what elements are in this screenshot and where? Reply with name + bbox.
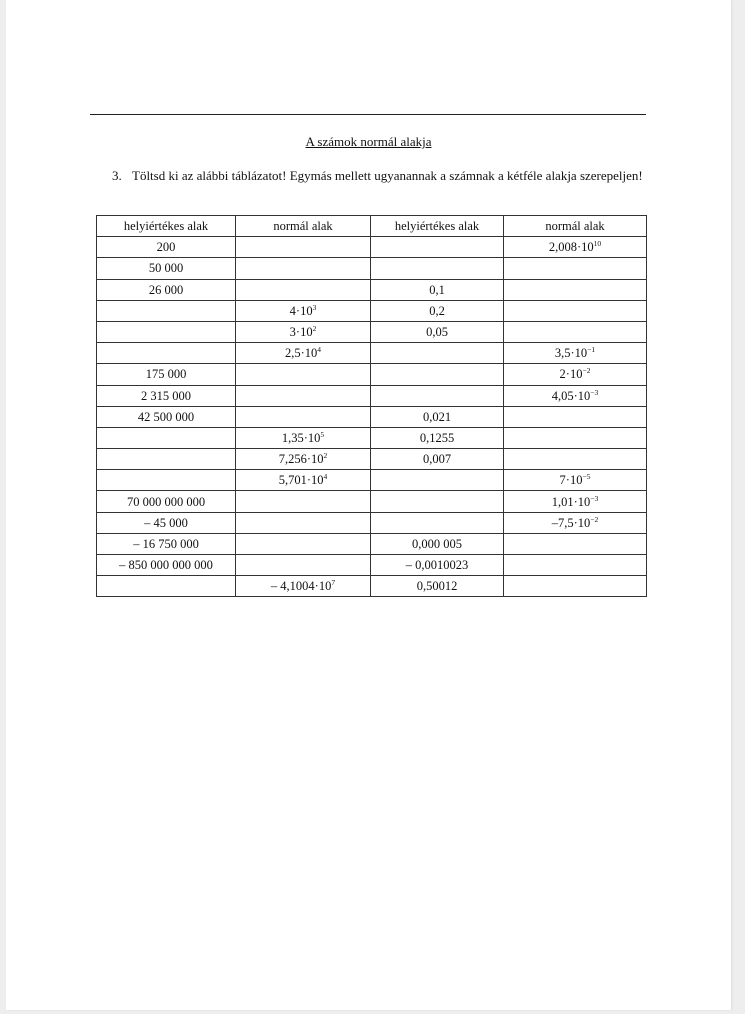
normal-form-cell <box>504 576 647 597</box>
normal-form-cell <box>236 470 371 491</box>
normal-form-cell <box>504 491 647 512</box>
cell-value: 42 500 000 <box>137 409 195 424</box>
normal-form-cell <box>236 449 371 470</box>
place-value-cell <box>371 385 504 406</box>
table-row <box>97 364 647 385</box>
normal-form-cell <box>504 364 647 385</box>
table-row <box>97 555 647 576</box>
cell-value: 2 315 000 <box>141 388 191 403</box>
number-forms-table <box>96 215 647 597</box>
normal-form-cell <box>236 385 371 406</box>
normal-form-cell <box>504 385 647 406</box>
cell-value: $7,256\cdot 10^2$ <box>278 451 328 467</box>
header-place-value-2: helyiértékes alak <box>371 216 504 237</box>
place-value-cell <box>371 512 504 533</box>
place-value-cell <box>371 449 504 470</box>
place-value-cell <box>371 406 504 427</box>
normal-form-cell <box>504 533 647 554</box>
cell-value: $3,5\cdot 10^{-1}$ <box>554 345 596 361</box>
normal-form-cell <box>236 321 371 342</box>
table-row <box>97 385 647 406</box>
normal-form-cell <box>504 300 647 321</box>
header-normal-form-2: normál alak <box>504 216 647 237</box>
table-row <box>97 491 647 512</box>
cell-value: 0,000 005 <box>412 536 462 551</box>
cell-value: $2,008\cdot 10^{10}$ <box>548 239 602 255</box>
header-rule <box>90 114 646 115</box>
table-row <box>97 300 647 321</box>
normal-form-cell <box>236 258 371 279</box>
cell-value: $4\cdot 10^3$ <box>289 302 317 318</box>
normal-form-cell <box>504 321 647 342</box>
place-value-cell <box>97 576 236 597</box>
cell-value: $-7,5\cdot 10^{-2}$ <box>551 514 599 530</box>
normal-form-cell <box>236 427 371 448</box>
cell-value: 26 000 <box>148 282 184 297</box>
cell-value: – 45 000 <box>144 515 188 530</box>
normal-form-cell <box>236 406 371 427</box>
table-row <box>97 449 647 470</box>
table-row <box>97 427 647 448</box>
normal-form-cell <box>236 300 371 321</box>
table-row <box>97 576 647 597</box>
normal-form-cell <box>236 576 371 597</box>
place-value-cell <box>97 512 236 533</box>
place-value-cell <box>371 364 504 385</box>
cell-value: – $4,1004\cdot 10^7$ <box>270 578 336 594</box>
place-value-cell <box>371 555 504 576</box>
table-row <box>97 343 647 364</box>
normal-form-cell <box>504 279 647 300</box>
table-row <box>97 512 647 533</box>
cell-value: 0,2 <box>429 303 445 318</box>
cell-value: 0,1255 <box>419 430 455 445</box>
place-value-cell <box>371 427 504 448</box>
normal-form-cell <box>236 279 371 300</box>
header-place-value-1: helyiértékes alak <box>97 216 236 237</box>
normal-form-cell <box>504 555 647 576</box>
cell-value: $4,05\cdot 10^{-3}$ <box>551 387 599 403</box>
table-header-row <box>97 216 647 237</box>
place-value-cell <box>97 279 236 300</box>
table-row <box>97 237 647 258</box>
normal-form-cell <box>504 427 647 448</box>
cell-value: – 0,0010023 <box>405 558 469 573</box>
place-value-cell <box>97 491 236 512</box>
place-value-cell <box>97 385 236 406</box>
task-number: 3. <box>112 168 122 183</box>
table-row <box>97 321 647 342</box>
normal-form-cell <box>236 533 371 554</box>
place-value-cell <box>97 321 236 342</box>
place-value-cell <box>371 237 504 258</box>
table-row <box>97 470 647 491</box>
place-value-cell <box>97 364 236 385</box>
cell-value: 0,007 <box>422 452 452 467</box>
cell-value: $5,701\cdot 10^4$ <box>278 472 328 488</box>
cell-value: 50 000 <box>148 261 184 276</box>
cell-value: 0,50012 <box>416 579 458 594</box>
place-value-cell <box>371 533 504 554</box>
normal-form-cell <box>504 406 647 427</box>
normal-form-cell <box>504 237 647 258</box>
place-value-cell <box>97 343 236 364</box>
place-value-cell <box>97 533 236 554</box>
normal-form-cell <box>236 512 371 533</box>
place-value-cell <box>371 279 504 300</box>
cell-value: $2,5\cdot 10^4$ <box>284 345 322 361</box>
place-value-cell <box>97 258 236 279</box>
place-value-cell <box>97 449 236 470</box>
cell-value: – 16 750 000 <box>133 536 199 551</box>
normal-form-cell <box>236 364 371 385</box>
place-value-cell <box>371 321 504 342</box>
normal-form-cell <box>236 237 371 258</box>
cell-value: 0,021 <box>422 409 452 424</box>
normal-form-cell <box>236 491 371 512</box>
cell-value: 70 000 000 000 <box>126 494 206 509</box>
normal-form-cell <box>504 258 647 279</box>
place-value-cell <box>97 427 236 448</box>
normal-form-cell <box>236 343 371 364</box>
place-value-cell <box>97 300 236 321</box>
cell-value: 175 000 <box>145 367 187 382</box>
place-value-cell <box>371 258 504 279</box>
cell-value: $1,35\cdot 10^5$ <box>281 429 325 445</box>
normal-form-cell <box>504 512 647 533</box>
page-title: A számok normál alakja <box>305 134 432 149</box>
cell-value: 0,1 <box>429 282 445 297</box>
place-value-cell <box>97 237 236 258</box>
normal-form-cell <box>504 470 647 491</box>
task-text: Töltsd ki az alábbi táblázatot! Egymás mellett ugyanannak a számnak a kétféle alakja szerepeljen! <box>132 168 643 183</box>
place-value-cell <box>371 576 504 597</box>
normal-form-cell <box>504 343 647 364</box>
cell-value: 200 <box>156 240 176 255</box>
normal-form-cell <box>236 555 371 576</box>
place-value-cell <box>97 406 236 427</box>
place-value-cell <box>371 343 504 364</box>
table-row <box>97 258 647 279</box>
place-value-cell <box>371 470 504 491</box>
table-row <box>97 533 647 554</box>
header-normal-form-1: normál alak <box>236 216 371 237</box>
place-value-cell <box>97 555 236 576</box>
cell-value: $7\cdot 10^{-5}$ <box>559 472 591 488</box>
place-value-cell <box>97 470 236 491</box>
cell-value: – 850 000 000 000 <box>119 558 213 573</box>
cell-value: $2\cdot 10^{-2}$ <box>559 366 591 382</box>
cell-value: 0,05 <box>426 325 448 340</box>
place-value-cell <box>371 491 504 512</box>
cell-value: $3\cdot 10^2$ <box>289 324 317 340</box>
normal-form-cell <box>504 449 647 470</box>
table-row <box>97 279 647 300</box>
place-value-cell <box>371 300 504 321</box>
cell-value: $1,01\cdot 10^{-3}$ <box>551 493 599 509</box>
task-instruction <box>112 168 646 183</box>
table-row <box>97 406 647 427</box>
